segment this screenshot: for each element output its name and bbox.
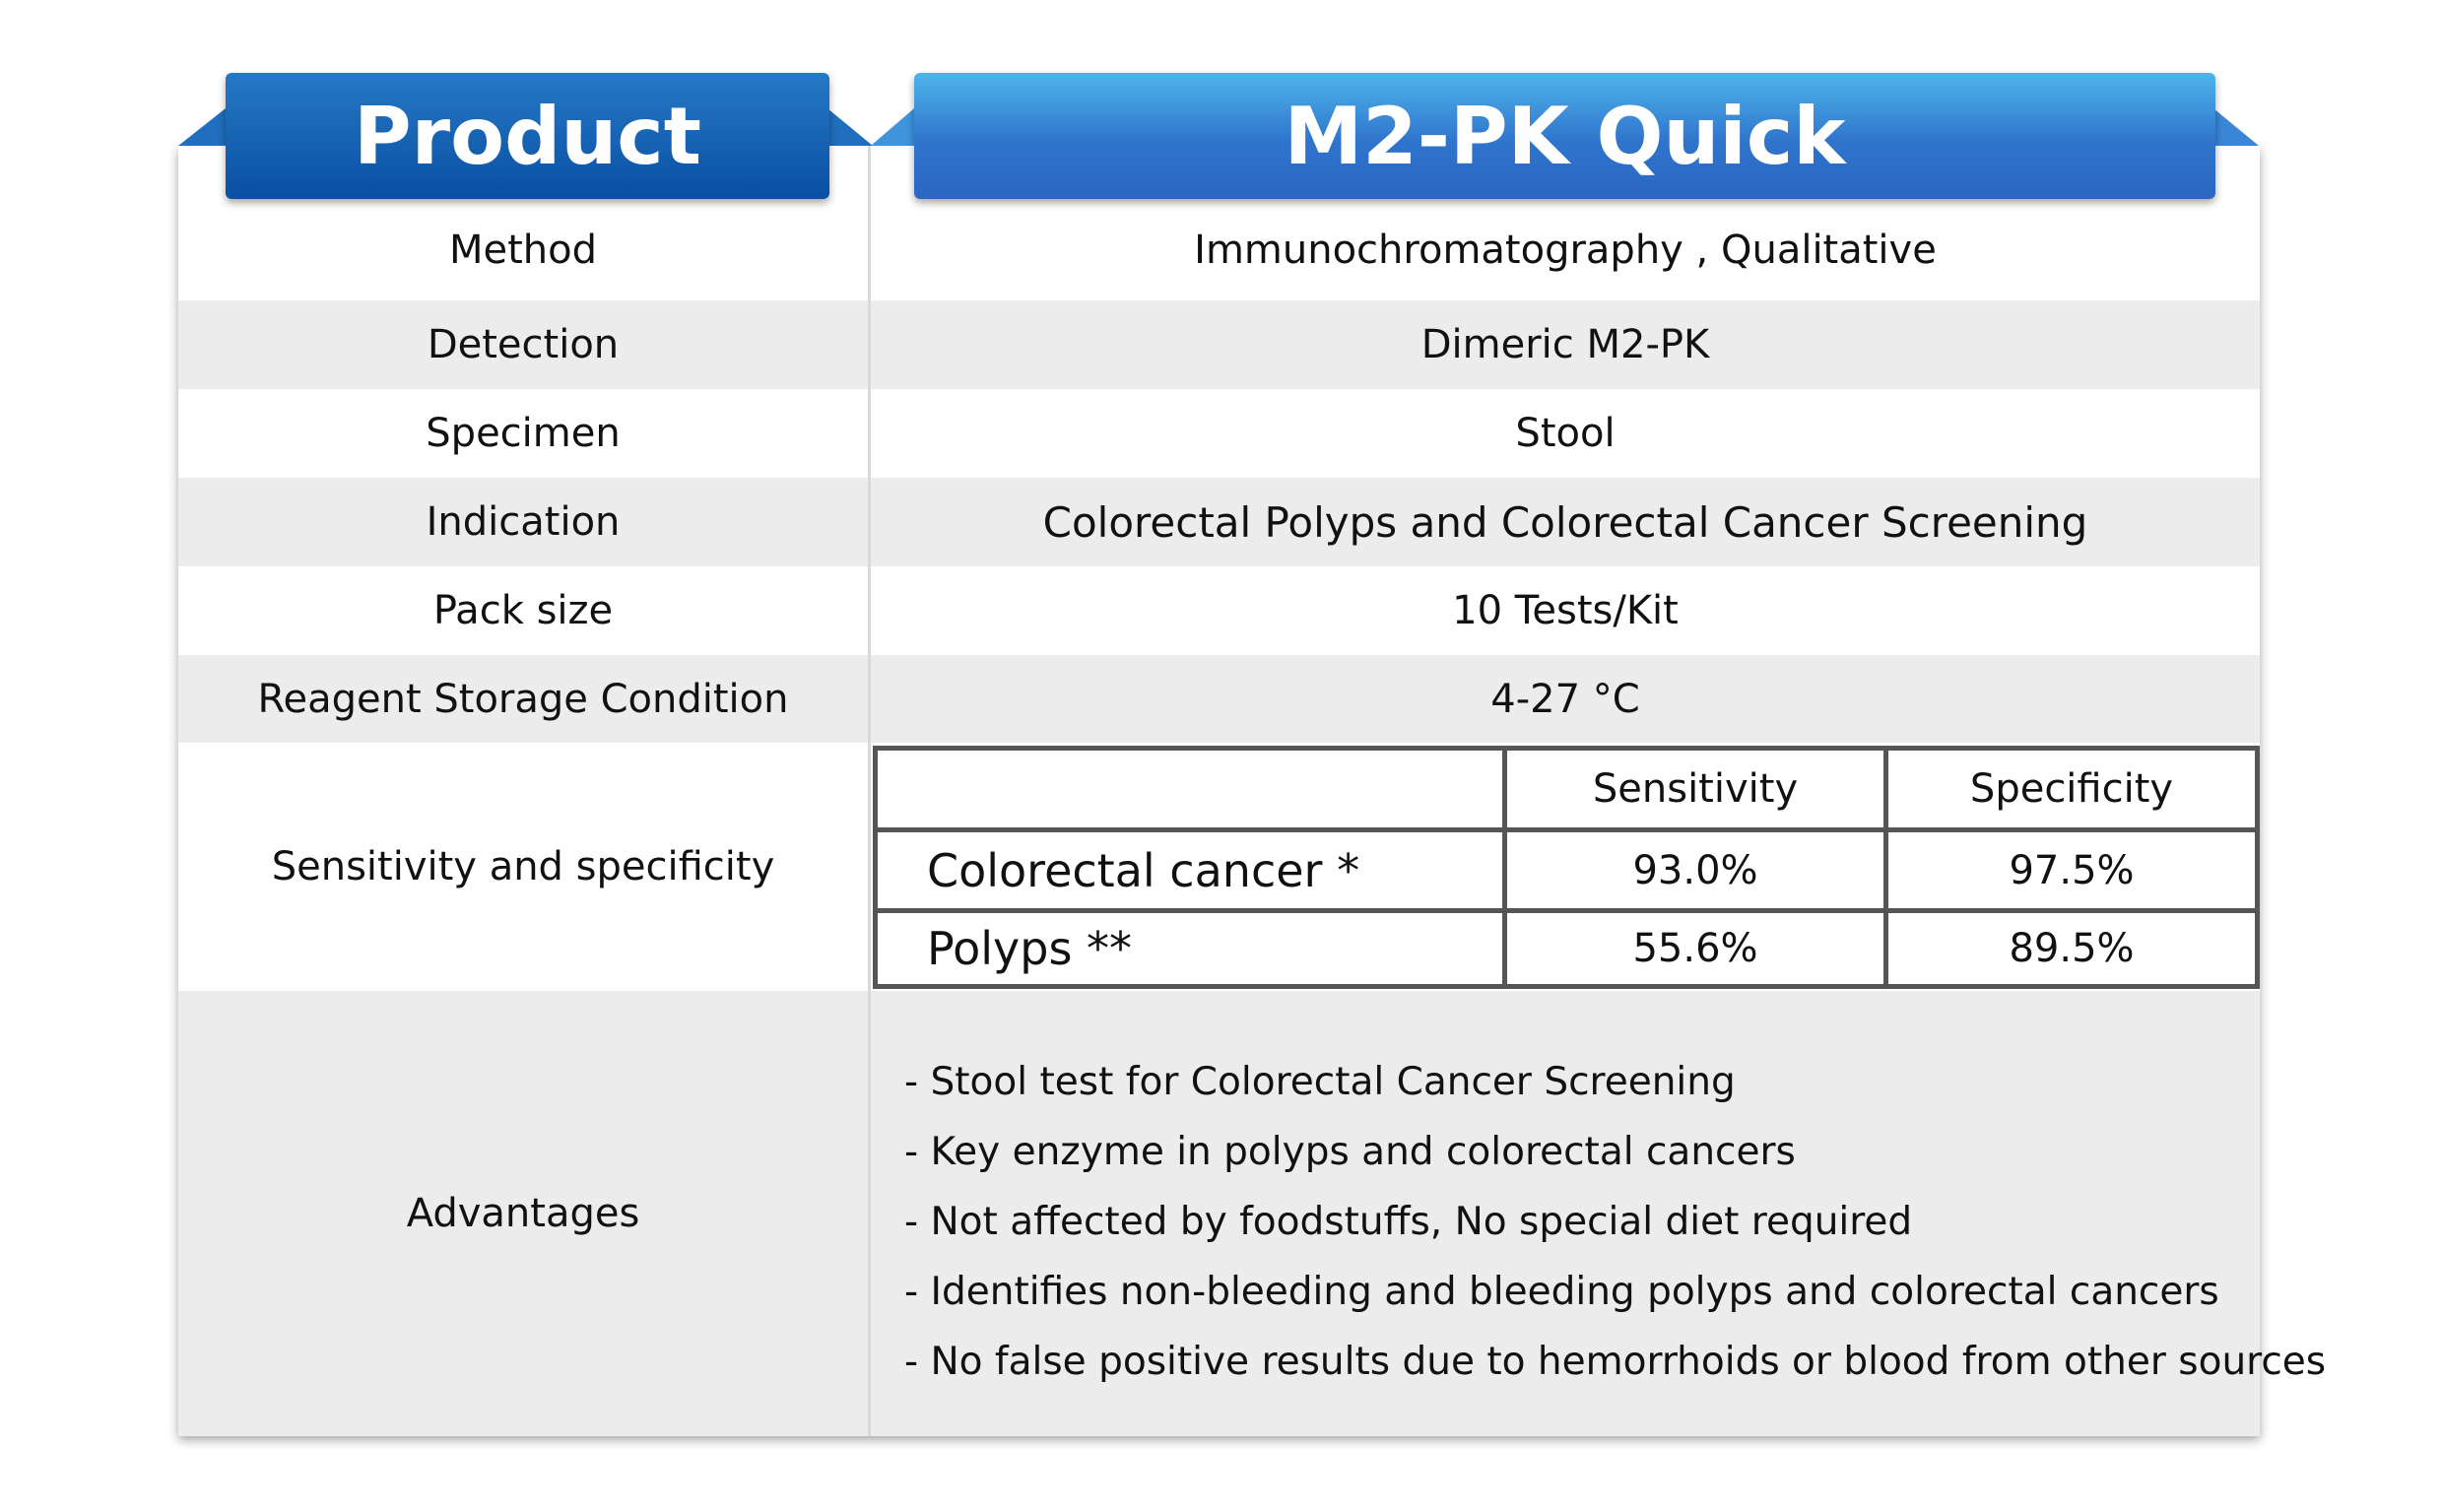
list-item: - Identifies non-bleeding and bleeding polyps and colorectal cancers <box>904 1270 2219 1314</box>
row-name-colorectal-cancer: Colorectal cancer * <box>927 843 1360 897</box>
cell-specificity: 97.5% <box>2009 847 2135 893</box>
sensitivity-table <box>873 746 2260 989</box>
advantages-list <box>904 1047 2326 1397</box>
row-value: Dimeric M2-PK <box>1420 322 1710 367</box>
row-specimen <box>178 389 2260 478</box>
list-item: - Key enzyme in polyps and colorectal cancers <box>904 1130 1796 1174</box>
list-item: - No false positive results due to hemorrhoids or blood from other sources <box>904 1340 2327 1384</box>
row-detection <box>178 300 2260 389</box>
row-label: Reagent Storage Condition <box>257 676 789 722</box>
column-header-sensitivity: Sensitivity <box>1592 766 1799 812</box>
product-header: Product <box>226 73 829 199</box>
row-label: Sensitivity and specificity <box>271 844 775 889</box>
right-tab-fold <box>871 108 916 148</box>
list-item: - Not affected by foodstuffs, No special diet required <box>904 1200 1913 1244</box>
cell-sensitivity: 55.6% <box>1632 926 1758 971</box>
row-value: 10 Tests/Kit <box>1452 588 1679 633</box>
row-label: Indication <box>426 499 621 545</box>
cell-specificity: 89.5% <box>2009 926 2135 971</box>
row-pack-size <box>178 566 2260 655</box>
right-tab-fold-right <box>2213 108 2261 148</box>
row-label: Detection <box>427 322 620 367</box>
column-divider <box>868 146 871 1436</box>
row-value: Colorectal Polyps and Colorectal Cancer Screening <box>1042 497 2088 547</box>
row-label: Pack size <box>432 588 614 633</box>
row-name-polyps: Polyps ** <box>927 922 1133 975</box>
row-label: Specimen <box>426 411 621 456</box>
row-label: Advantages <box>406 1191 640 1236</box>
row-storage <box>178 655 2260 743</box>
row-value: 4-27 °C <box>1490 676 1640 722</box>
row-value: Immunochromatography , Qualitative <box>1194 227 1937 273</box>
product-name-header: M2-PK Quick <box>914 73 2215 199</box>
row-method <box>178 199 2260 300</box>
left-tab-fold-right <box>827 108 875 148</box>
list-item: - Stool test for Colorectal Cancer Screening <box>904 1060 1736 1104</box>
column-header-specificity: Specificity <box>1969 766 2174 812</box>
row-indication <box>178 478 2260 566</box>
row-value: Stool <box>1515 411 1616 456</box>
cell-sensitivity: 93.0% <box>1632 847 1758 893</box>
left-tab-fold <box>178 108 228 148</box>
row-label: Method <box>448 227 598 273</box>
